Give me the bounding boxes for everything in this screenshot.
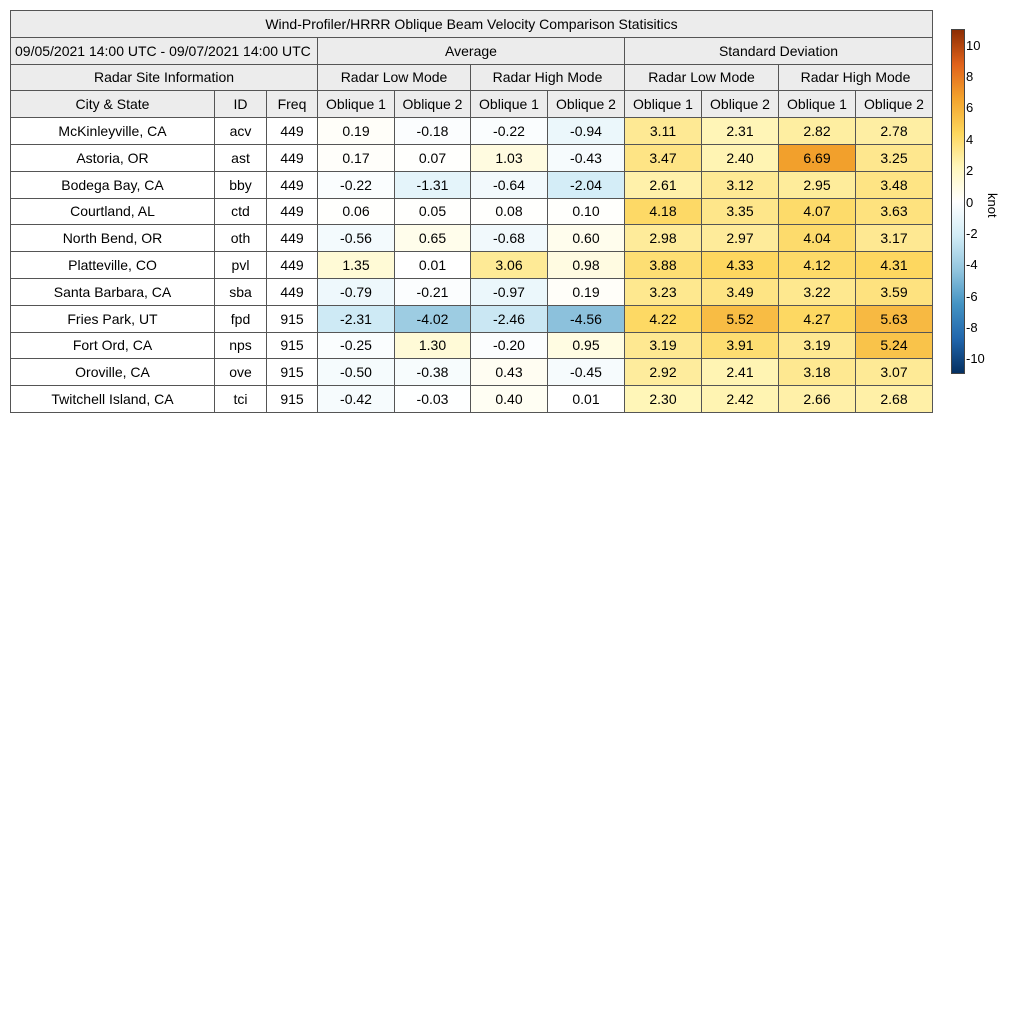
value-cell: 3.48	[856, 171, 933, 198]
site-city: McKinleyville, CA	[11, 118, 215, 145]
site-id: bby	[215, 171, 267, 198]
column-header: Oblique 1	[625, 91, 702, 118]
site-id: nps	[215, 332, 267, 359]
site-city: Oroville, CA	[11, 359, 215, 386]
value-cell: -0.18	[395, 118, 471, 145]
value-cell: 3.19	[625, 332, 702, 359]
column-header: Oblique 2	[702, 91, 779, 118]
value-cell: 2.95	[779, 171, 856, 198]
value-cell: 3.91	[702, 332, 779, 359]
value-cell: -2.04	[548, 171, 625, 198]
site-freq: 449	[267, 278, 318, 305]
table-row	[11, 305, 933, 332]
colorbar-tick-label: 4	[966, 131, 974, 147]
value-cell: 3.88	[625, 252, 702, 279]
column-header: ID	[215, 91, 267, 118]
value-cell: 3.23	[625, 278, 702, 305]
site-id: ctd	[215, 198, 267, 225]
value-cell: -0.45	[548, 359, 625, 386]
value-cell: -1.31	[395, 171, 471, 198]
value-cell: -0.20	[471, 332, 548, 359]
value-cell: -4.56	[548, 305, 625, 332]
value-cell: 2.40	[702, 144, 779, 171]
period-label: 09/05/2021 14:00 UTC - 09/07/2021 14:00 UTC	[11, 37, 318, 64]
colorbar-label: knot	[985, 193, 1000, 218]
value-cell: -0.64	[471, 171, 548, 198]
colorbar-tick-label: -10	[966, 351, 985, 367]
value-cell: 0.98	[548, 252, 625, 279]
table-title: Wind-Profiler/HRRR Oblique Beam Velocity Comparison Statisitics	[11, 11, 933, 38]
colorbar-tick-label: 8	[966, 69, 974, 85]
value-cell: 0.05	[395, 198, 471, 225]
value-cell: 5.24	[856, 332, 933, 359]
value-cell: -0.43	[548, 144, 625, 171]
value-cell: 4.18	[625, 198, 702, 225]
average-header: Average	[318, 37, 625, 64]
colorbar-tick-label: -6	[966, 288, 978, 304]
value-cell: -0.22	[318, 171, 395, 198]
value-cell: 0.19	[548, 278, 625, 305]
site-freq: 449	[267, 198, 318, 225]
colorbar-tick-label: 0	[966, 194, 974, 210]
site-city: Fort Ord, CA	[11, 332, 215, 359]
site-city: North Bend, OR	[11, 225, 215, 252]
value-cell: -0.22	[471, 118, 548, 145]
value-cell: 3.47	[625, 144, 702, 171]
column-header: Oblique 1	[318, 91, 395, 118]
value-cell: 0.10	[548, 198, 625, 225]
value-cell: 0.40	[471, 386, 548, 413]
value-cell: 5.52	[702, 305, 779, 332]
value-cell: -0.94	[548, 118, 625, 145]
value-cell: 3.07	[856, 359, 933, 386]
site-info-header: Radar Site Information	[11, 64, 318, 91]
site-freq: 449	[267, 171, 318, 198]
std-dev-header: Standard Deviation	[625, 37, 933, 64]
value-cell: -0.50	[318, 359, 395, 386]
mode-header: Radar Low Mode	[318, 64, 471, 91]
value-cell: 3.18	[779, 359, 856, 386]
value-cell: 2.41	[702, 359, 779, 386]
value-cell: 3.06	[471, 252, 548, 279]
column-header: Oblique 2	[395, 91, 471, 118]
site-city: Courtland, AL	[11, 198, 215, 225]
column-header: Oblique 2	[548, 91, 625, 118]
site-id: ast	[215, 144, 267, 171]
site-city: Twitchell Island, CA	[11, 386, 215, 413]
site-id: tci	[215, 386, 267, 413]
colorbar-tick-label: 2	[966, 163, 974, 179]
value-cell: 0.95	[548, 332, 625, 359]
site-city: Astoria, OR	[11, 144, 215, 171]
site-id: sba	[215, 278, 267, 305]
value-cell: 4.22	[625, 305, 702, 332]
colorbar-tick-label: 6	[966, 100, 974, 116]
value-cell: 3.63	[856, 198, 933, 225]
table-row	[11, 278, 933, 305]
site-freq: 449	[267, 118, 318, 145]
value-cell: 3.12	[702, 171, 779, 198]
value-cell: 0.43	[471, 359, 548, 386]
value-cell: -0.21	[395, 278, 471, 305]
value-cell: 5.63	[856, 305, 933, 332]
value-cell: 2.97	[702, 225, 779, 252]
site-freq: 915	[267, 332, 318, 359]
value-cell: 4.27	[779, 305, 856, 332]
value-cell: 2.98	[625, 225, 702, 252]
column-header: Oblique 2	[856, 91, 933, 118]
site-id: pvl	[215, 252, 267, 279]
table-row	[11, 144, 933, 171]
column-header: Freq	[267, 91, 318, 118]
value-cell: -0.38	[395, 359, 471, 386]
value-cell: 3.22	[779, 278, 856, 305]
site-city: Fries Park, UT	[11, 305, 215, 332]
value-cell: 4.12	[779, 252, 856, 279]
value-cell: -4.02	[395, 305, 471, 332]
value-cell: 0.06	[318, 198, 395, 225]
site-id: oth	[215, 225, 267, 252]
table-row	[11, 225, 933, 252]
value-cell: 3.11	[625, 118, 702, 145]
site-id: ove	[215, 359, 267, 386]
table-row	[11, 332, 933, 359]
table-row	[11, 198, 933, 225]
value-cell: 3.49	[702, 278, 779, 305]
site-freq: 449	[267, 144, 318, 171]
table-row	[11, 252, 933, 279]
value-cell: 1.03	[471, 144, 548, 171]
value-cell: -0.56	[318, 225, 395, 252]
site-freq: 915	[267, 359, 318, 386]
value-cell: -0.42	[318, 386, 395, 413]
mode-header: Radar Low Mode	[625, 64, 779, 91]
value-cell: 2.68	[856, 386, 933, 413]
value-cell: 3.17	[856, 225, 933, 252]
value-cell: -0.97	[471, 278, 548, 305]
value-cell: 2.78	[856, 118, 933, 145]
value-cell: 1.35	[318, 252, 395, 279]
site-freq: 915	[267, 386, 318, 413]
value-cell: 3.19	[779, 332, 856, 359]
value-cell: 4.04	[779, 225, 856, 252]
value-cell: 0.65	[395, 225, 471, 252]
value-cell: 1.30	[395, 332, 471, 359]
value-cell: -0.03	[395, 386, 471, 413]
value-cell: 3.25	[856, 144, 933, 171]
site-freq: 915	[267, 305, 318, 332]
colorbar	[951, 29, 965, 374]
table-row	[11, 171, 933, 198]
value-cell: 0.08	[471, 198, 548, 225]
site-id: acv	[215, 118, 267, 145]
value-cell: 0.19	[318, 118, 395, 145]
value-cell: -2.31	[318, 305, 395, 332]
colorbar-tick-label: 10	[966, 37, 981, 53]
value-cell: -0.79	[318, 278, 395, 305]
value-cell: -0.25	[318, 332, 395, 359]
value-cell: 0.07	[395, 144, 471, 171]
site-id: fpd	[215, 305, 267, 332]
column-header: Oblique 1	[471, 91, 548, 118]
value-cell: 0.60	[548, 225, 625, 252]
site-freq: 449	[267, 225, 318, 252]
value-cell: 3.35	[702, 198, 779, 225]
value-cell: 6.69	[779, 144, 856, 171]
value-cell: 4.31	[856, 252, 933, 279]
column-header: City & State	[11, 91, 215, 118]
site-city: Santa Barbara, CA	[11, 278, 215, 305]
value-cell: 3.59	[856, 278, 933, 305]
table-row	[11, 386, 933, 413]
value-cell: 2.92	[625, 359, 702, 386]
value-cell: 2.30	[625, 386, 702, 413]
value-cell: -0.68	[471, 225, 548, 252]
site-freq: 449	[267, 252, 318, 279]
value-cell: 2.42	[702, 386, 779, 413]
value-cell: 4.07	[779, 198, 856, 225]
value-cell: 2.66	[779, 386, 856, 413]
site-city: Platteville, CO	[11, 252, 215, 279]
stats-table	[10, 10, 933, 413]
value-cell: 2.31	[702, 118, 779, 145]
mode-header: Radar High Mode	[779, 64, 933, 91]
table-row	[11, 118, 933, 145]
value-cell: -2.46	[471, 305, 548, 332]
value-cell: 4.33	[702, 252, 779, 279]
value-cell: 2.82	[779, 118, 856, 145]
colorbar-tick-label: -8	[966, 319, 978, 335]
colorbar-tick-label: -2	[966, 225, 978, 241]
table-row	[11, 359, 933, 386]
value-cell: 0.01	[548, 386, 625, 413]
value-cell: 2.61	[625, 171, 702, 198]
mode-header: Radar High Mode	[471, 64, 625, 91]
value-cell: 0.17	[318, 144, 395, 171]
value-cell: 0.01	[395, 252, 471, 279]
column-header: Oblique 1	[779, 91, 856, 118]
colorbar-tick-label: -4	[966, 257, 978, 273]
site-city: Bodega Bay, CA	[11, 171, 215, 198]
